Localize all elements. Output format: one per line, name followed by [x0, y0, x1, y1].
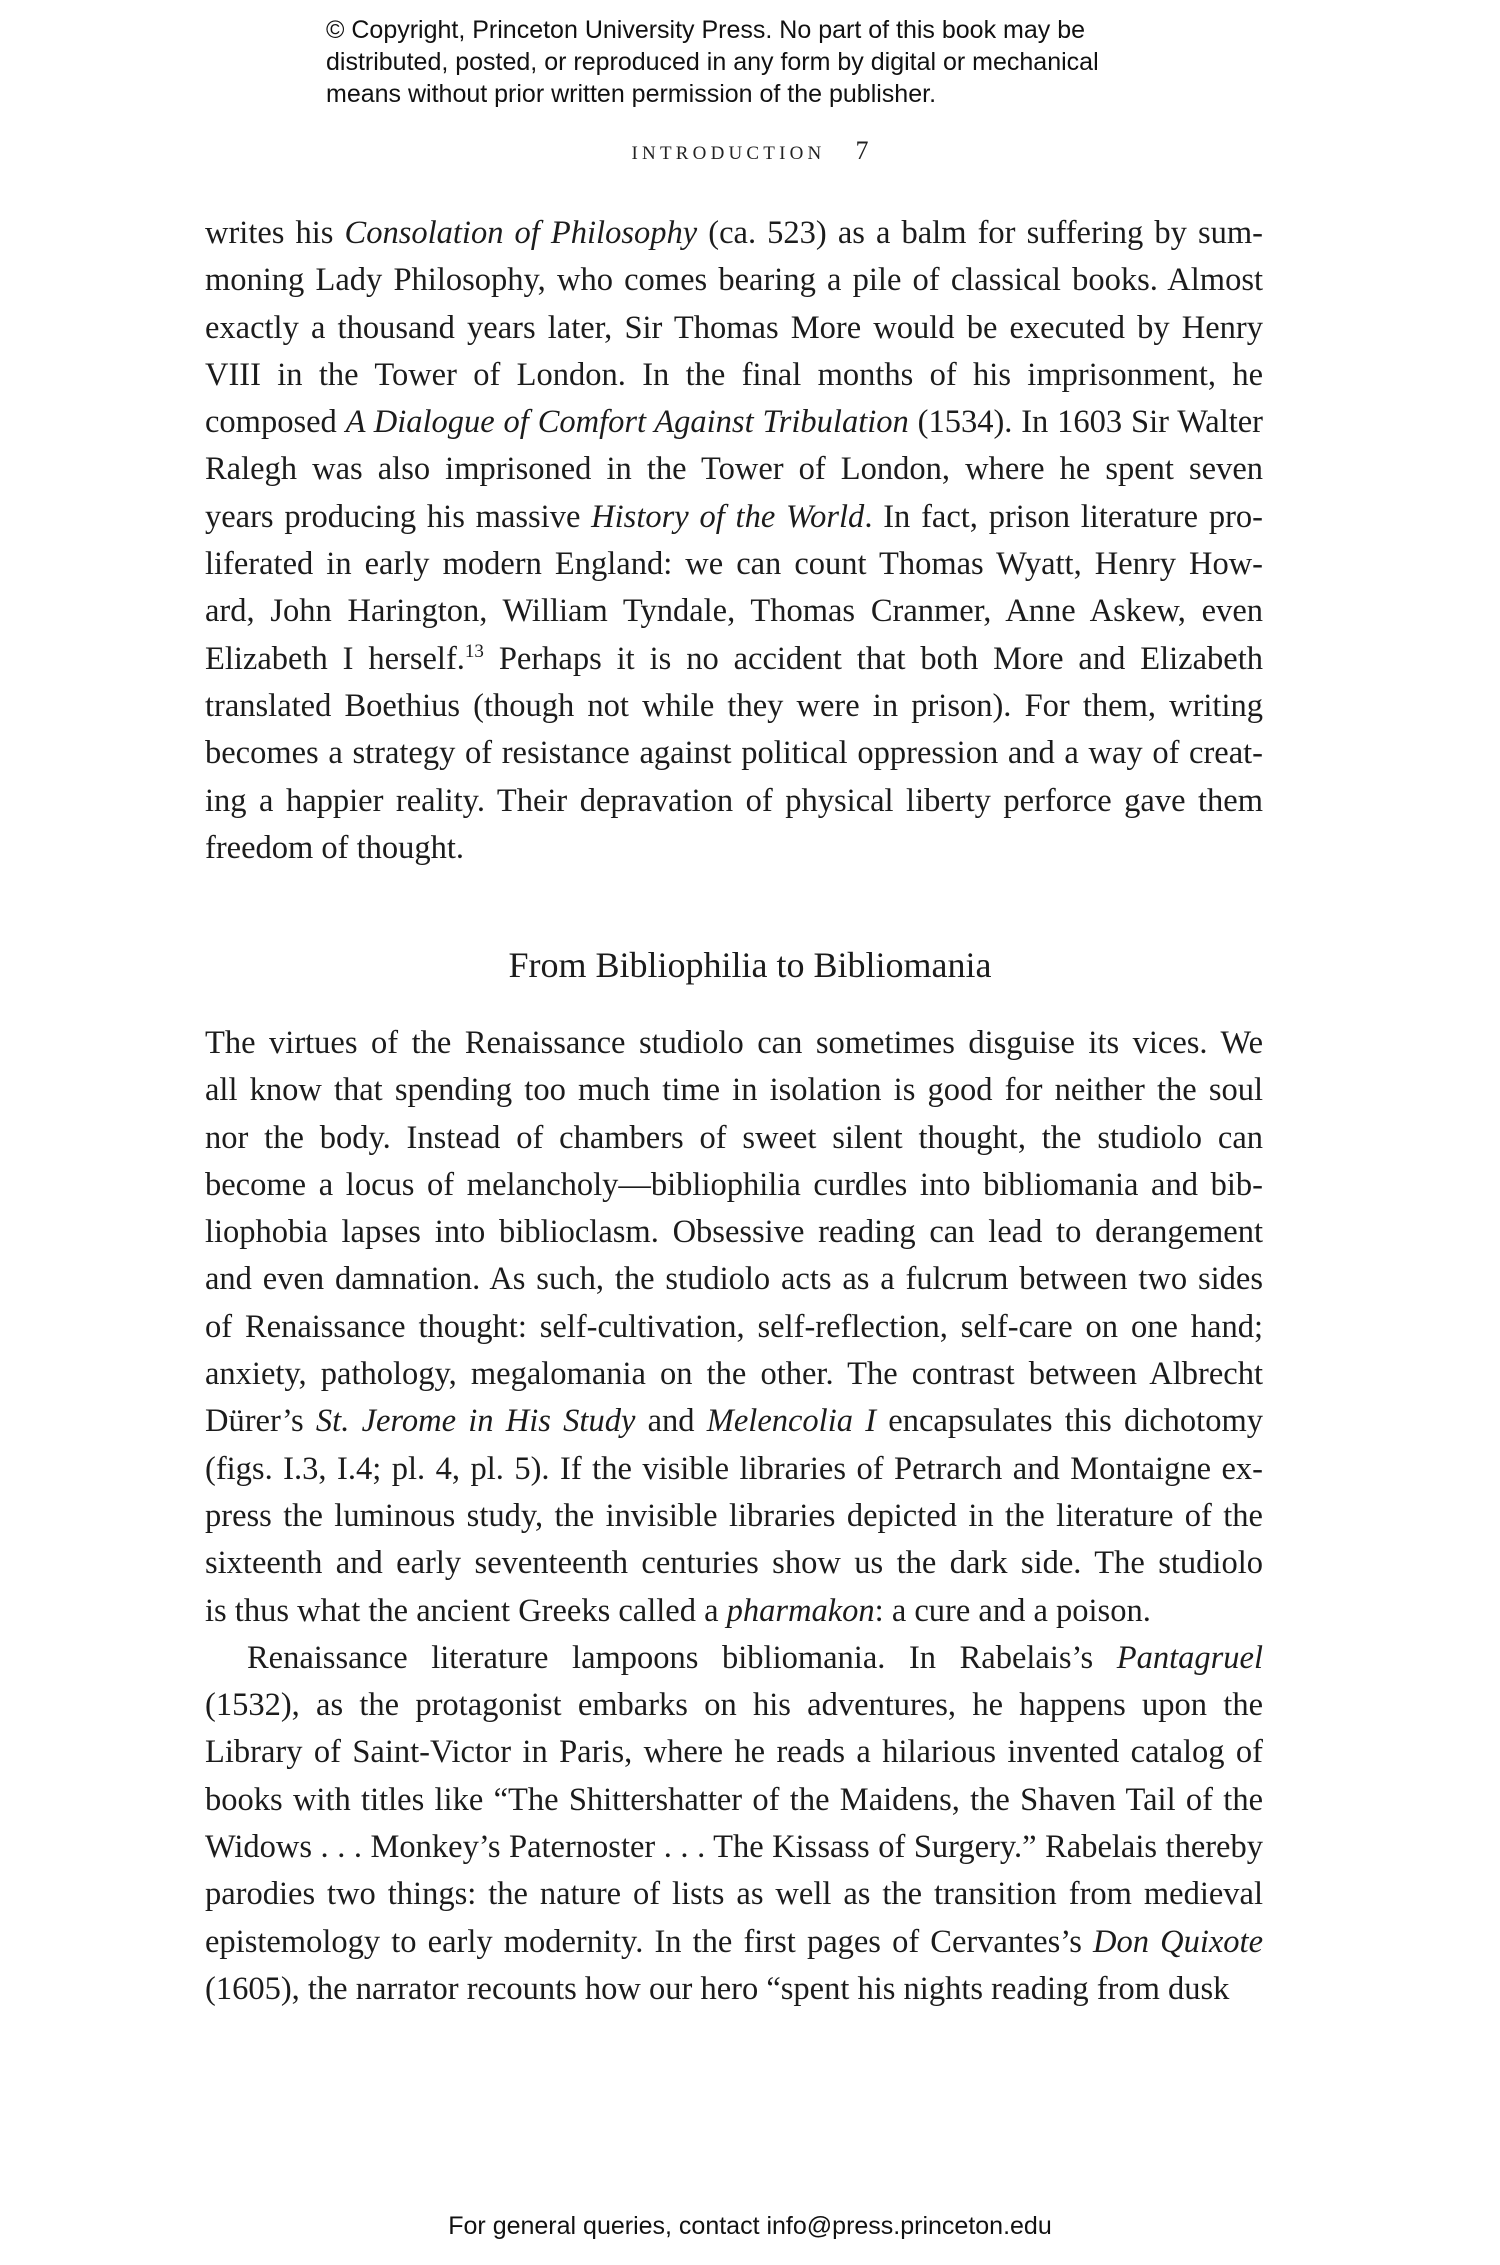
text-run: Renaissance literature lampoons bibliomania. In Rabelais’s: [247, 1639, 1117, 1676]
footnote-ref: 13: [464, 640, 484, 662]
text-run: sixteenth and early seventeenth centuries show us the dark side. The studiolo: [205, 1545, 1263, 1582]
text-run: (1532), as the protagonist embarks on his adventures, he happens upon the: [205, 1687, 1263, 1724]
text-run: Dürer’s: [205, 1403, 316, 1440]
italic-title: Melencolia I: [706, 1403, 877, 1440]
text-run: writes his: [205, 215, 345, 251]
text-line: [205, 1115, 1263, 1162]
text-run: and: [635, 1403, 707, 1440]
text-run: moning Lady Philosophy, who comes bearing a pile of classical books. Almost: [205, 262, 1263, 299]
text-run: Perhaps it is no accident that both More and Elizabeth: [483, 640, 1263, 677]
text-line: [205, 1919, 1263, 1966]
text-run: translated Boethius (though not while they were in prison). For them, writing: [205, 687, 1263, 724]
text-line: [205, 683, 1263, 730]
text-line: [205, 1777, 1263, 1824]
text-run: liophobia lapses into biblioclasm. Obsessive reading can lead to derangement: [205, 1214, 1263, 1251]
text-run: books with titles like “The Shittershatter of the Maidens, the Shaven Tail of the: [205, 1781, 1263, 1818]
text-line: [205, 1256, 1263, 1303]
text-line: [205, 1398, 1263, 1445]
text-line: [205, 1966, 1263, 2013]
text-line: [205, 494, 1263, 541]
text-run: of Renaissance thought: self-cultivation, self-reflection, self-care on one hand;: [205, 1308, 1263, 1345]
text-line: [205, 1824, 1263, 1871]
text-run: . In fact, prison literature pro-: [864, 498, 1263, 535]
text-run: : a cure and a poison.: [874, 1592, 1151, 1629]
text-run: The virtues of the Renaissance studiolo can sometimes disguise its vices. We: [205, 1025, 1263, 1061]
text-line: [205, 446, 1263, 493]
text-run: Widows . . . Monkey’s Paternoster . . . The Kissass of Surgery.” Rabelais thereby: [205, 1829, 1263, 1866]
copyright-line: © Copyright, Princeton University Press. No part of this book may be: [326, 16, 1086, 44]
text-run: composed: [205, 404, 346, 441]
page-number: 7: [855, 136, 869, 165]
italic-title: A Dialogue of Comfort Against Tribulation: [345, 404, 909, 441]
text-run: (1605), the narrator recounts how our hero “spent his nights reading from dusk: [205, 1970, 1230, 2007]
text-line: [205, 1304, 1263, 1351]
text-line: [205, 1871, 1263, 1918]
italic-title: St. Jerome in His Study: [315, 1403, 636, 1440]
text-line: [205, 257, 1263, 304]
text-line: [205, 541, 1263, 588]
text-run: (ca. 523) as a balm for suffering by sum-: [697, 215, 1263, 251]
text-run: parodies two things: the nature of lists as well as the transition from medieval: [205, 1876, 1263, 1913]
footer-contact: For general queries, contact info@press.princeton.edu: [448, 2212, 1052, 2240]
text-line: [205, 1682, 1263, 1729]
italic-title: Pantagruel: [1116, 1639, 1263, 1676]
text-line: [205, 1635, 1263, 1682]
text-run: is thus what the ancient Greeks called a: [205, 1592, 727, 1629]
text-run: (figs. I.3, I.4; pl. 4, pl. 5). If the visible libraries of Petrarch and Montaigne ex-: [205, 1450, 1263, 1487]
text-line: [205, 1020, 1263, 1067]
text-line: [205, 730, 1263, 777]
text-run: years producing his massive: [205, 498, 592, 535]
text-run: VIII in the Tower of London. In the final months of his imprisonment, he: [205, 356, 1263, 393]
text-line: [205, 1540, 1263, 1587]
section-heading: From Bibliophilia to Bibliomania: [508, 945, 992, 985]
text-run: ing a happier reality. Their depravation of physical liberty perforce gave them: [205, 782, 1263, 819]
italic-title: Don Quixote: [1093, 1923, 1263, 1960]
text-line: [205, 1162, 1263, 1209]
text-line: [205, 305, 1263, 352]
text-run: encapsulates this dichotomy: [876, 1403, 1263, 1440]
text-line: [205, 1067, 1263, 1114]
paragraph-prison-literature: [205, 210, 1263, 872]
text-run: exactly a thousand years later, Sir Thomas More would be executed by Henry: [205, 309, 1263, 346]
text-run: ard, John Harington, William Tyndale, Thomas Cranmer, Anne Askew, even: [205, 593, 1263, 630]
text-line: [205, 1446, 1263, 1493]
italic-title: Consolation of Philosophy: [344, 215, 698, 251]
text-line: [205, 825, 1263, 872]
copyright-line: distributed, posted, or reproduced in any form by digital or mechanical: [326, 48, 1099, 76]
text-line: [205, 1588, 1263, 1635]
text-line: [205, 778, 1263, 825]
copyright-notice: [326, 14, 1226, 110]
text-line: [205, 1351, 1263, 1398]
text-line: [205, 588, 1263, 635]
text-line: [205, 210, 1263, 257]
text-line: [205, 1729, 1263, 1776]
text-run: liferated in early modern England: we can count Thomas Wyatt, Henry How-: [205, 546, 1263, 583]
running-head: [0, 136, 1500, 166]
text-line: [205, 636, 1263, 683]
text-run: Ralegh was also imprisoned in the Tower of London, where he spent seven: [205, 451, 1263, 488]
text-line: [205, 352, 1263, 399]
text-run: press the luminous study, the invisible libraries depicted in the literature of the: [205, 1497, 1263, 1534]
text-run: becomes a strategy of resistance against political oppression and a way of creat-: [205, 735, 1263, 772]
text-run: nor the body. Instead of chambers of sweet silent thought, the studiolo can: [205, 1119, 1263, 1156]
text-run: and even damnation. As such, the studiolo acts as a fulcrum between two sides: [205, 1261, 1263, 1298]
text-run: epistemology to early modernity. In the first pages of Cervantes’s: [205, 1923, 1094, 1960]
italic-title: History of the World: [591, 498, 865, 535]
copyright-line: means without prior written permission of the publisher.: [326, 80, 937, 108]
text-run: anxiety, pathology, megalomania on the other. The contrast between Albrecht: [205, 1356, 1263, 1393]
text-run: freedom of thought.: [205, 829, 465, 866]
section-body-bibliomania: [205, 1020, 1263, 2013]
running-head-title: INTRODUCTION: [631, 143, 826, 164]
italic-title: pharmakon: [726, 1592, 875, 1629]
text-line: [205, 399, 1263, 446]
text-run: become a locus of melancholy—bibliophilia curdles into bibliomania and bib-: [205, 1166, 1263, 1203]
text-run: (1534). In 1603 Sir Walter: [908, 404, 1264, 441]
text-run: all know that spending too much time in isolation is good for neither the soul: [205, 1072, 1263, 1109]
text-run: Library of Saint-Victor in Paris, where he reads a hilarious invented catalog of: [205, 1734, 1263, 1771]
text-line: [205, 1493, 1263, 1540]
text-run: Elizabeth I herself.: [205, 640, 465, 677]
text-line: [205, 1209, 1263, 1256]
